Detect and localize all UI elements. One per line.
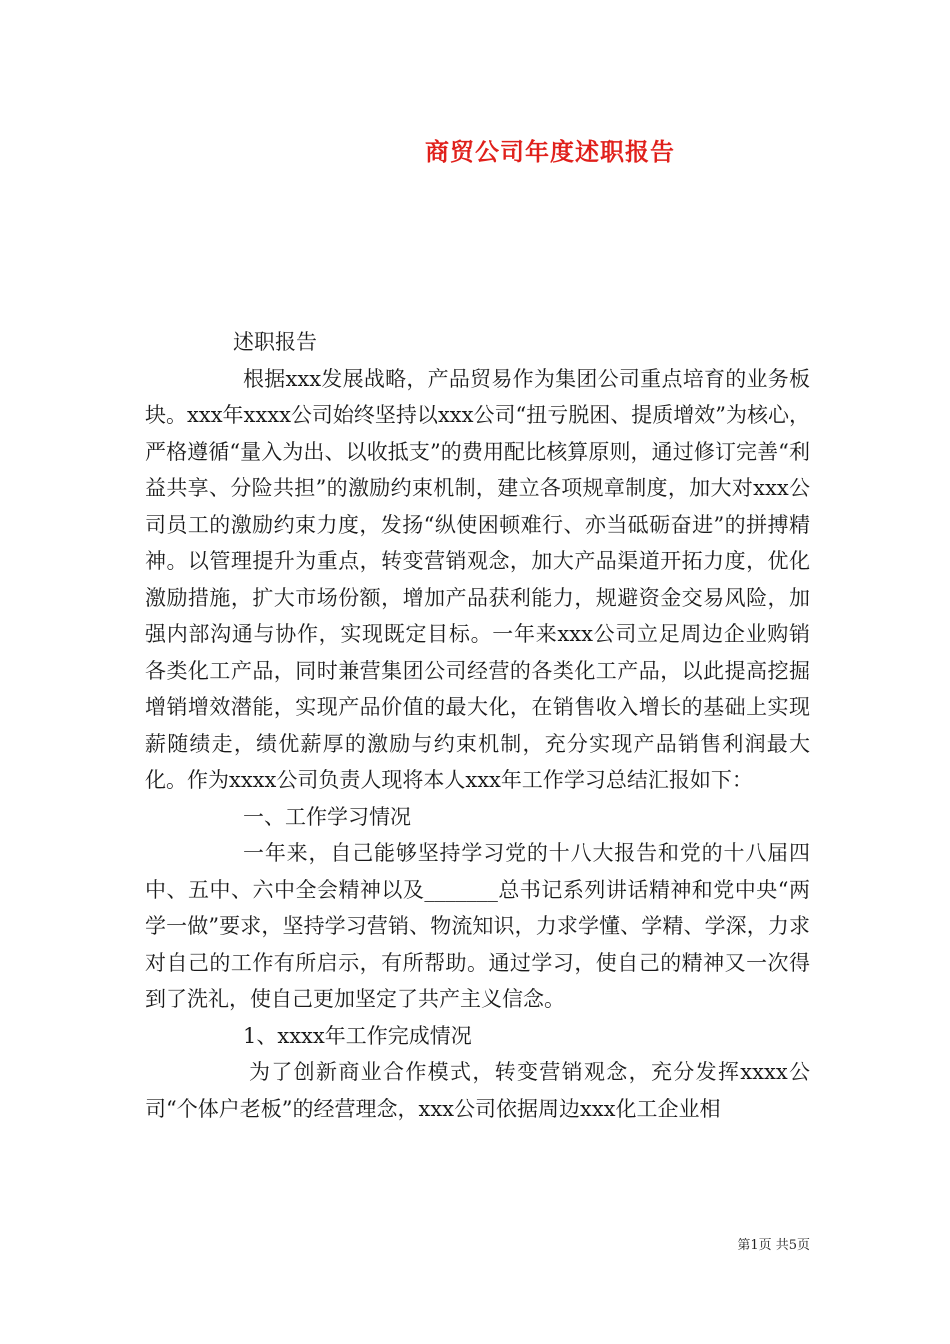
page-footer: 第1页 共5页 (737, 1238, 810, 1253)
paragraph-study: 一年来，自己能够坚持学习党的十八大报告和党的十八届四中、五中、六中全会精神以及_______总书记系列讲话精神和党中央“两学一做”要求，坚持学习营销、物流知识，力求学懂、学精、学深，力求对自己的工作有所启示，有所帮助。通过学习，使自己的精神又一次得到了洗礼，使自己更加坚定了共产主义信念。 (145, 841, 810, 1011)
document-title: 商贸公司年度述职报告 (425, 137, 675, 166)
paragraph-work: 为了创新商业合作模式，转变营销观念，充分发挥xxxx公司“个体户老板”的经营理念，xxx公司依据周边xxx化工企业相 (145, 1060, 810, 1121)
section-heading-1: 一、工作学习情况 (243, 804, 411, 829)
document-body (145, 324, 810, 1127)
document-subtitle: 述职报告 (233, 330, 317, 354)
paragraph-intro: 根据xxx发展战略，产品贸易作为集团公司重点培育的业务板块。xxx年xxxx公司始终坚持以xxx公司“扭亏脱困、提质增效”为核心，严格遵循“量入为出、以收抵支”的费用配比核算原则，通过修订完善“利益共享、分险共担”的激励约束机制，建立各项规章制度，加大对xxx公司员工的激励约束力度，发扬“纵使困顿难行、亦当砥砺奋进”的拼搏精神。以管理提升为重点，转变营销观念，加大产品渠道开拓力度，优化激励措施，扩大市场份额，增加产品获利能力，规避资金交易风险，加强内部沟通与协作，实现既定目标。一年来xxx公司立足周边企业购销各类化工产品，同时兼营集团公司经营的各类化工产品，以此提高挖掘增销增效潜能，实现产品价值的最大化，在销售收入增长的基础上实现薪随绩走，绩优薪厚的激励与约束机制，充分实现产品销售利润最大化。作为xxxx公司负责人现将本人xxx年工作学习总结汇报如下： (145, 366, 810, 792)
section-heading-2: 1、xxxx年工作完成情况 (243, 1023, 472, 1048)
